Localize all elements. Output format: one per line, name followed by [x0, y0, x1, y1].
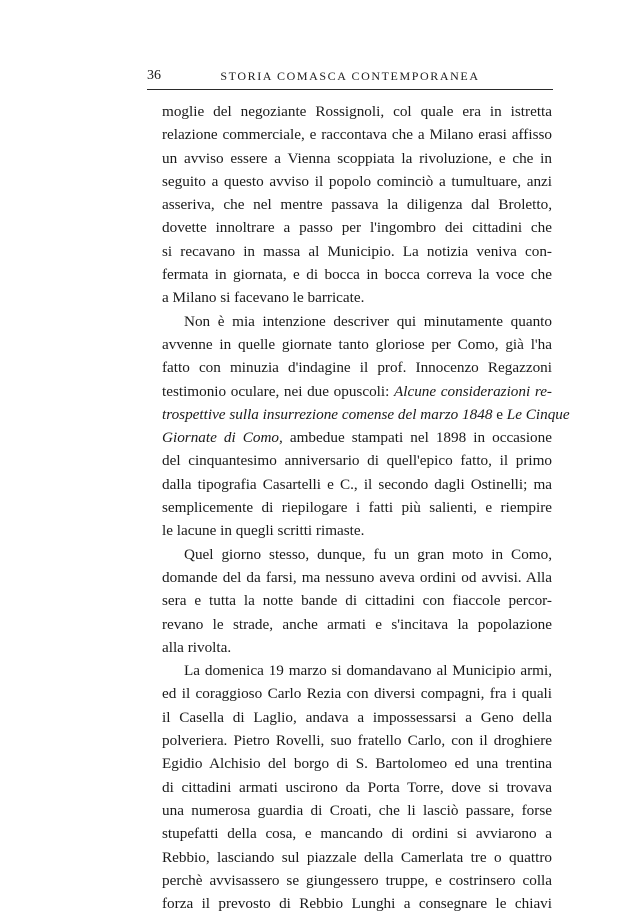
- italic-title: Le Cinque: [506, 405, 570, 423]
- text-line: semplicemente di riepilogare i fatti più salienti, e riempire: [162, 499, 552, 517]
- page-header: [147, 68, 553, 88]
- text-line: moglie del negoziante Rossignoli, col quale era in istretta: [162, 103, 552, 120]
- text-line: Quel giorno stesso, dunque, fu un gran moto in Como,: [184, 545, 552, 563]
- text-run: testimonio oculare, nei due opuscoli:: [162, 382, 394, 400]
- body-text: [162, 100, 570, 915]
- text-line: [162, 403, 570, 426]
- text-run: ambedue stampati nel 1898 in occasione: [282, 429, 552, 447]
- text-line: forza il prevosto di Rebbio Lunghi a consegnare le chiavi: [162, 895, 552, 913]
- text-run: e: [492, 405, 507, 423]
- text-line: dovette innoltrare a passo per l'ingombro dei cittadini che: [162, 219, 552, 237]
- page-number: 36: [147, 68, 161, 83]
- text-line: [162, 426, 552, 449]
- text-line: stupefatti della cosa, e mancando di ordini si avviarono a: [162, 825, 552, 843]
- text-line: polveriera. Pietro Rovelli, suo fratello Carlo, con il droghiere: [162, 732, 552, 750]
- text-line: Egidio Alchisio del borgo di S. Bartolomeo ed una trentina: [162, 755, 552, 773]
- text-line: alla rivolta.: [162, 638, 232, 656]
- text-line: seguito a questo avviso il popolo cominciò a tumultuare, anzi: [162, 172, 552, 190]
- text-line: una numerosa guardia di Croati, che li lasciò passare, forse: [162, 801, 552, 819]
- italic-title: trospettive sulla insurrezione comense del marzo 1848: [162, 405, 493, 423]
- text-line: avvenne in quelle giornate tanto gloriose per Como, già l'ha: [162, 335, 552, 353]
- text-line: un avviso essere a Vienna scoppiata la rivoluzione, e che in: [162, 149, 552, 167]
- running-title: STORIA COMASCA CONTEMPORANEA: [220, 69, 480, 83]
- text-line: le lacune in quegli scritti rimaste.: [162, 522, 365, 540]
- text-line: del cinquantesimo anniversario di quell'epico fatto, il primo: [162, 452, 552, 470]
- text-line: si recavano in massa al Municipio. La notizia veniva con-: [162, 242, 552, 260]
- text-line: La domenica 19 marzo si domandavano al Municipio armi,: [184, 662, 552, 680]
- text-line: fatto con minuzia d'indagine il prof. Innocenzo Regazzoni: [162, 359, 552, 377]
- text-line: sera e tutta la notte bande di cittadini con fiaccole percor-: [162, 592, 552, 610]
- text-line: di cittadini armati uscirono da Porta Torre, dove si trovava: [162, 778, 552, 796]
- text-line: dalla tipografia Casartelli e C., il secondo dagli Ostinelli; ma: [162, 475, 552, 493]
- text-line: fermata in giornata, e di bocca in bocca correva la voce che: [162, 266, 552, 284]
- text-line: relazione commerciale, e raccontava che a Milano erasi affisso: [162, 126, 552, 144]
- text-line: ed il coraggioso Carlo Rezia con diversi compagni, fra i quali: [162, 685, 552, 703]
- text-line: a Milano si facevano le barricate.: [162, 289, 365, 307]
- text-line: Rebbio, lasciando sul piazzale della Camerlata tre o quattro: [162, 848, 552, 866]
- text-line: revano le strade, anche armati e s'incitava la popolazione: [162, 615, 552, 633]
- italic-title: Alcune considerazioni re-: [393, 382, 552, 400]
- text-line: [162, 380, 552, 403]
- text-line: perchè avvisassero se giungessero truppe, e costrinsero colla: [162, 871, 552, 889]
- text-line: Non è mia intenzione descriver qui minutamente quanto: [184, 312, 552, 330]
- text-line: domande del da farsi, ma nessuno aveva ordini od avvisi. Alla: [162, 568, 552, 586]
- italic-title: Giornate di Como,: [162, 429, 283, 447]
- text-line: il Casella di Laglio, andava a impossessarsi a Geno della: [162, 708, 552, 726]
- header-rule: [147, 89, 553, 90]
- text-line: asseriva, che nel mentre passava la diligenza dal Broletto,: [162, 196, 552, 214]
